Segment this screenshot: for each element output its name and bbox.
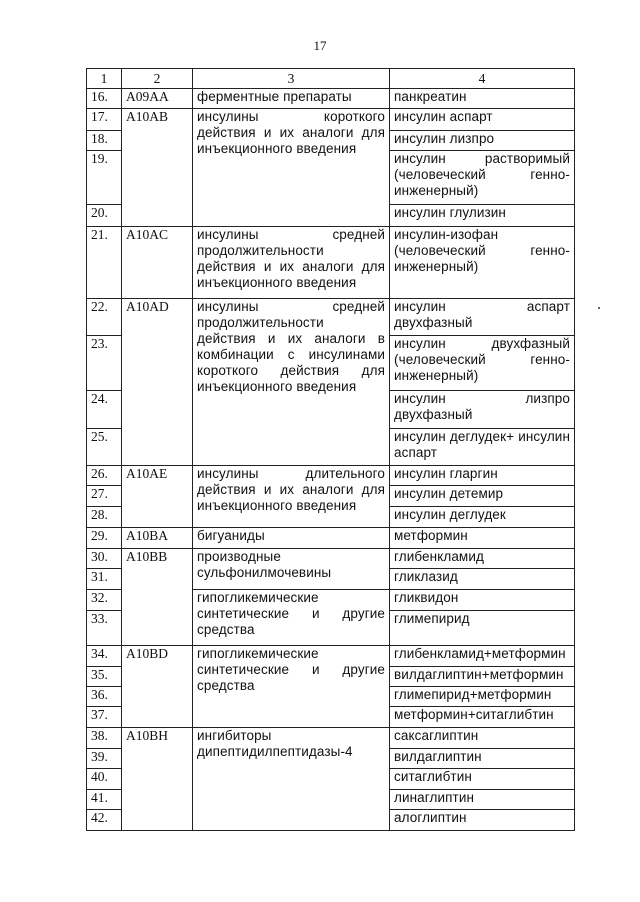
drug-name: инсулин лизпро xyxy=(390,131,575,151)
drug-group: инсулины средней продолжительности действия и их аналоги для инъекционного введения xyxy=(193,227,390,299)
row-number: 25. xyxy=(87,429,122,466)
drug-group: гипогликемические синтетические и другие средства xyxy=(193,646,390,728)
table-row xyxy=(87,89,575,109)
row-number: 40. xyxy=(87,769,122,790)
header-cell: 1 xyxy=(87,69,122,89)
drug-name: гликвидон xyxy=(390,590,575,611)
row-number: 32. xyxy=(87,590,122,611)
atc-code: A10AC xyxy=(122,227,193,299)
drug-group: ферментные препараты xyxy=(193,89,390,109)
drug-name: инсулин детемир xyxy=(390,486,575,507)
drug-group: производные сульфонилмочевины xyxy=(193,549,390,590)
atc-code: A10BA xyxy=(122,528,193,549)
row-number: 23. xyxy=(87,336,122,391)
row-number: 16. xyxy=(87,89,122,109)
row-number: 28. xyxy=(87,507,122,528)
row-number: 42. xyxy=(87,810,122,831)
row-number: 31. xyxy=(87,569,122,590)
atc-code: A10BB xyxy=(122,549,193,646)
drug-group: инсулины длительного действия и их аналоги для инъекционного введения xyxy=(193,466,390,528)
drug-name: глимепирид+метформин xyxy=(390,687,575,707)
row-number: 22. xyxy=(87,299,122,336)
drug-name: инсулин глулизин xyxy=(390,205,575,227)
row-number: 24. xyxy=(87,391,122,429)
atc-code: A10AD xyxy=(122,299,193,466)
header-cell: 2 xyxy=(122,69,193,89)
drug-name: глибенкламид+метформин xyxy=(390,646,575,667)
table-row xyxy=(87,549,575,569)
drug-name: инсулин растворимый (человеческий генно-инженерный) xyxy=(390,151,575,205)
drug-group: ингибиторы дипептидилпептидазы-4 xyxy=(193,728,390,831)
scan-speck xyxy=(598,307,600,309)
drug-name: глибенкламид xyxy=(390,549,575,569)
drug-name: ситаглибтин xyxy=(390,769,575,790)
drug-name: инсулин деглудек+ инсулин аспарт xyxy=(390,429,575,466)
atc-code: A09AA xyxy=(122,89,193,109)
header-row xyxy=(87,69,575,89)
row-number: 33. xyxy=(87,611,122,646)
row-number: 39. xyxy=(87,749,122,769)
row-number: 30. xyxy=(87,549,122,569)
table-row xyxy=(87,728,575,749)
atc-code: A10AE xyxy=(122,466,193,528)
drug-name: вилдаглиптин+метформин xyxy=(390,667,575,687)
drug-group: инсулины средней продолжительности действия и их аналоги в комбинации с инсулинами короткого действия для инъекционного введения xyxy=(193,299,390,466)
drug-name: линаглиптин xyxy=(390,790,575,810)
row-number: 26. xyxy=(87,466,122,486)
drug-group: инсулины короткого действия и их аналоги для инъекционного введения xyxy=(193,109,390,227)
table-row xyxy=(87,466,575,486)
drug-name: саксаглиптин xyxy=(390,728,575,749)
header-cell: 3 xyxy=(193,69,390,89)
table-row xyxy=(87,299,575,336)
table-row xyxy=(87,528,575,549)
drug-name: метформин xyxy=(390,528,575,549)
drug-name: инсулин гларгин xyxy=(390,466,575,486)
drug-group: гипогликемические синтетические и другие средства xyxy=(193,590,390,646)
row-number: 27. xyxy=(87,486,122,507)
row-number: 19. xyxy=(87,151,122,205)
row-number: 21. xyxy=(87,227,122,299)
drug-name: инсулин деглудек xyxy=(390,507,575,528)
row-number: 35. xyxy=(87,667,122,687)
atc-code: A10AB xyxy=(122,109,193,227)
drug-name: инсулин-изофан (человеческий генно-инженерный) xyxy=(390,227,575,299)
row-number: 41. xyxy=(87,790,122,810)
table-row xyxy=(87,109,575,131)
drug-name: инсулин лизпро двухфазный xyxy=(390,391,575,429)
row-number: 18. xyxy=(87,131,122,151)
drug-name: глимепирид xyxy=(390,611,575,646)
atc-code: A10BD xyxy=(122,646,193,728)
drug-name: инсулин аспарт двухфазный xyxy=(390,299,575,336)
drug-name: панкреатин xyxy=(390,89,575,109)
row-number: 36. xyxy=(87,687,122,707)
row-number: 29. xyxy=(87,528,122,549)
atc-code: A10BH xyxy=(122,728,193,831)
drug-name: метформин+ситаглибтин xyxy=(390,707,575,728)
drug-name: гликлазид xyxy=(390,569,575,590)
row-number: 34. xyxy=(87,646,122,667)
drug-name: инсулин аспарт xyxy=(390,109,575,131)
drug-name: алоглиптин xyxy=(390,810,575,831)
drug-group: бигуаниды xyxy=(193,528,390,549)
table-row xyxy=(87,646,575,667)
drug-name: вилдаглиптин xyxy=(390,749,575,769)
page-number: 17 xyxy=(313,38,327,53)
drug-name: инсулин двухфазный (человеческий генно-инженерный) xyxy=(390,336,575,391)
row-number: 17. xyxy=(87,109,122,131)
drug-table xyxy=(86,68,575,831)
header-cell: 4 xyxy=(390,69,575,89)
row-number: 20. xyxy=(87,205,122,227)
table-row xyxy=(87,227,575,299)
row-number: 37. xyxy=(87,707,122,728)
row-number: 38. xyxy=(87,728,122,749)
